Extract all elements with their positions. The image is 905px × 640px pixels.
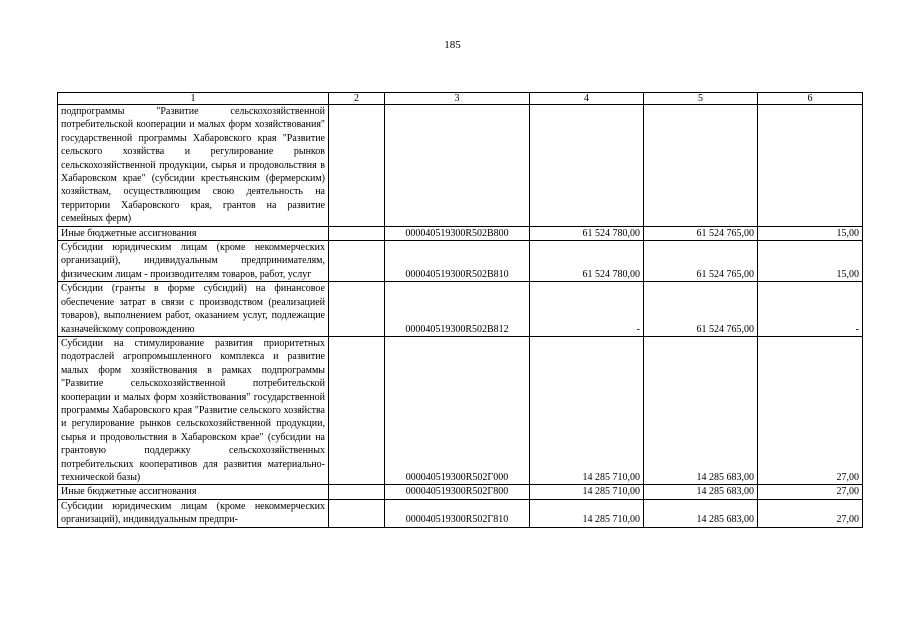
row-col4: 14 285 710,00 [530,336,644,484]
row-description: Субсидии юридическим лицам (кроме некоммерческих организаций), индивидуальным предпри- [58,499,329,527]
row-col6 [758,105,863,227]
row-col4: 61 524 780,00 [530,241,644,282]
column-number: 2 [329,93,385,105]
row-col2 [329,499,385,527]
row-col4: 14 285 710,00 [530,485,644,499]
row-code: 000040519300R502Г800 [385,485,530,499]
row-col4: - [530,282,644,337]
column-number: 6 [758,93,863,105]
row-description: Иные бюджетные ассигнования [58,226,329,240]
row-col2 [329,336,385,484]
row-col4: 61 524 780,00 [530,226,644,240]
row-code [385,105,530,227]
row-col4 [530,105,644,227]
row-col5: 14 285 683,00 [644,499,758,527]
table-row [58,105,863,227]
row-col6: 27,00 [758,336,863,484]
table-row [58,485,863,499]
table-row [58,226,863,240]
row-col6: 15,00 [758,226,863,240]
table-row [58,336,863,484]
row-col2 [329,282,385,337]
table-row [58,241,863,282]
column-number: 4 [530,93,644,105]
page-number: 185 [444,39,461,51]
row-col2 [329,485,385,499]
table-row [58,282,863,337]
row-col2 [329,105,385,227]
row-code: 000040519300R502В812 [385,282,530,337]
row-col5: 61 524 765,00 [644,226,758,240]
column-number-row [58,93,863,105]
row-description: Субсидии (гранты в форме субсидий) на финансовое обеспечение затрат в связи с производством (реализацией товаров), выполнением работ, оказанием услуг, подлежащие казначейскому сопровождению [58,282,329,337]
budget-table [57,92,863,528]
row-code: 000040519300R502В810 [385,241,530,282]
row-col6: 27,00 [758,499,863,527]
table-row [58,499,863,527]
column-number: 1 [58,93,329,105]
row-col6: - [758,282,863,337]
column-number: 5 [644,93,758,105]
row-col6: 27,00 [758,485,863,499]
row-col5: 61 524 765,00 [644,282,758,337]
row-col5 [644,105,758,227]
row-code: 000040519300R502В800 [385,226,530,240]
row-col5: 61 524 765,00 [644,241,758,282]
row-code: 000040519300R502Г810 [385,499,530,527]
row-col2 [329,241,385,282]
budget-table-body [58,93,863,528]
row-description: Субсидии на стимулирование развития приоритетных подотраслей агропромышленного комплекса и развитие малых форм хозяйствования в рамках подпрограммы "Развитие сельскохозяйственной потребительской кооперации и малых форм хозяйствования" государственной программы Хабаровского края "Развитие сельского хозяйства и регулирование рынков сельскохозяйственной продукции, сырья и продовольствия в Хабаровском крае" (субсидии на грантовую поддержку сельскохозяйственных потребительских кооперативов для развития материально-технической базы) [58,336,329,484]
row-description: Иные бюджетные ассигнования [58,485,329,499]
row-code: 000040519300R502Г000 [385,336,530,484]
row-col4: 14 285 710,00 [530,499,644,527]
row-col5: 14 285 683,00 [644,336,758,484]
row-col2 [329,226,385,240]
row-description: подпрограммы "Развитие сельскохозяйственной потребительской кооперации и малых форм хозяйствования" государственной программы Хабаровского края "Развитие сельского хозяйства и регулирование рынков сельскохозяйственной продукции, сырья и продовольствия в Хабаровском крае" (субсидии крестьянским (фермерским) хозяйствам, осуществляющим свою деятельность на территории Хабаровского края, грантов на развитие семейных ферм) [58,105,329,227]
column-number: 3 [385,93,530,105]
row-col6: 15,00 [758,241,863,282]
row-description: Субсидии юридическим лицам (кроме некоммерческих организаций), индивидуальным предпринимателям, физическим лицам - производителям товаров, работ, услуг [58,241,329,282]
row-col5: 14 285 683,00 [644,485,758,499]
